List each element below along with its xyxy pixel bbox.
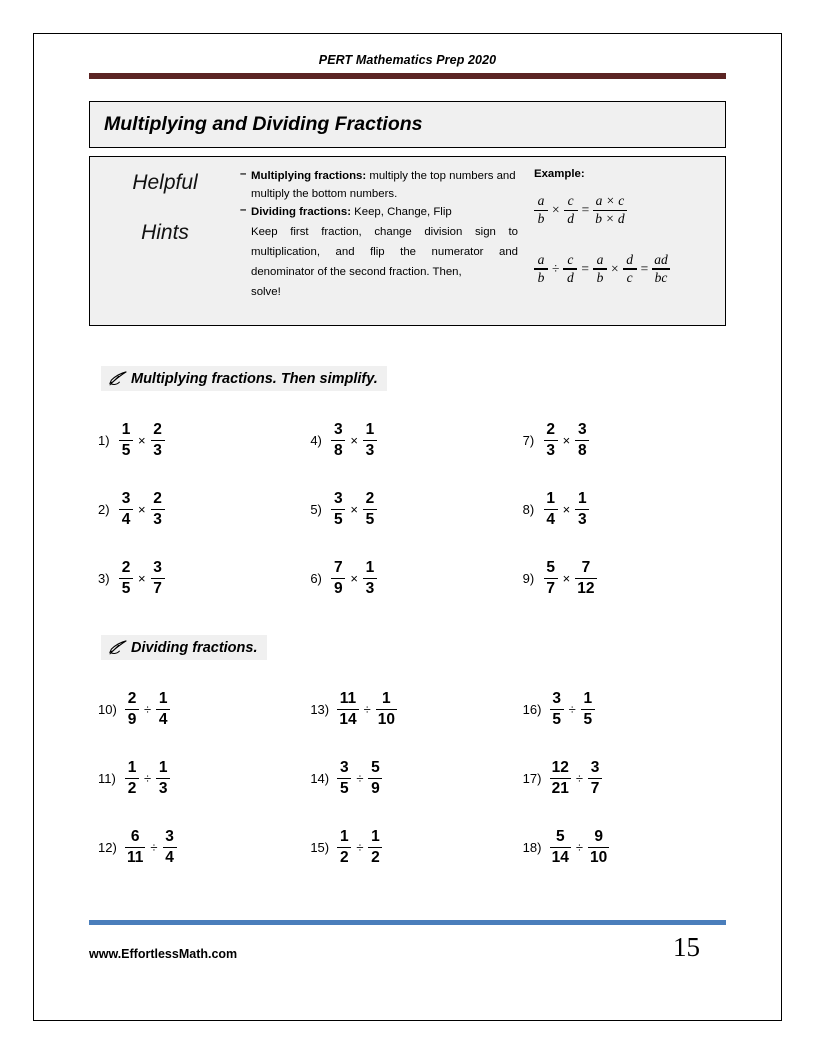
problem-item	[514, 475, 726, 544]
denominator: d	[567, 270, 574, 286]
fraction-second	[151, 491, 165, 528]
hint-paragraph: Keep first fraction, change division sign to multiplication, and flip the numerator and denominator of the second fraction. Then,	[251, 226, 518, 278]
fraction-first	[119, 422, 133, 459]
denominator: 3	[153, 441, 162, 459]
numerator: 2	[121, 558, 131, 576]
hint-dash-2: –	[240, 204, 247, 217]
numerator: 2	[365, 489, 375, 507]
numerator: 3	[121, 489, 131, 507]
numerator: a	[537, 193, 545, 208]
numerator: 11	[339, 689, 357, 707]
worksheet-page	[33, 33, 782, 1021]
operator: ×	[350, 433, 358, 448]
operator-times: ×	[611, 260, 619, 276]
numerator: 1	[382, 689, 391, 707]
problem-expression	[337, 829, 382, 866]
denominator: d	[567, 211, 574, 227]
page-title: Multiplying and Dividing Fractions	[104, 113, 423, 135]
denominator: 9	[371, 779, 380, 797]
fraction-first	[550, 760, 571, 797]
denominator: b	[596, 270, 604, 286]
fraction-first	[119, 560, 133, 597]
problem-expression	[331, 491, 377, 528]
problem-expression	[125, 760, 170, 797]
operator: ÷	[575, 771, 584, 786]
operator: ×	[562, 502, 571, 517]
denominator: 8	[334, 441, 343, 459]
numerator: 6	[130, 827, 140, 845]
numerator: 3	[165, 827, 174, 845]
fraction-second	[368, 760, 382, 797]
fraction-c-over-d	[563, 253, 577, 286]
fraction-first	[337, 829, 351, 866]
fraction-second	[368, 829, 382, 866]
problem-expression	[119, 491, 165, 528]
numerator: 1	[583, 689, 593, 707]
fraction-second	[575, 560, 596, 597]
fraction-first	[550, 829, 571, 866]
denominator: 3	[546, 441, 555, 459]
numerator: 5	[555, 827, 565, 845]
operator-equals-1: =	[581, 260, 590, 276]
operator-equals: =	[581, 202, 590, 218]
denominator: 4	[165, 848, 174, 866]
hint-bold-1: Multiplying fractions:	[251, 170, 367, 182]
numerator: 2	[546, 420, 555, 438]
denominator: 7	[590, 779, 600, 797]
hints-label-line2: Hints	[141, 221, 189, 244]
problem-item	[514, 813, 726, 882]
quill-icon	[108, 639, 128, 656]
numerator: 3	[334, 489, 343, 507]
numerator: 1	[127, 758, 137, 776]
problem-expression	[125, 829, 177, 866]
fraction-first	[337, 691, 358, 728]
numerator: 12	[551, 758, 569, 776]
numerator: 1	[158, 758, 168, 776]
numerator: 2	[153, 420, 162, 438]
fraction-first	[125, 829, 145, 866]
numerator: 3	[577, 420, 587, 438]
section-title: Multiplying fractions. Then simplify.	[131, 370, 378, 387]
example-formula-division	[534, 253, 670, 286]
denominator: 21	[551, 779, 569, 797]
denominator: 12	[577, 579, 595, 597]
numerator: d	[626, 251, 634, 267]
numerator: 7	[581, 558, 591, 576]
problem-number: 9)	[522, 571, 535, 586]
numerator: 3	[340, 758, 349, 776]
fraction-first	[337, 760, 351, 797]
fraction-second	[156, 760, 170, 797]
problem-item	[301, 813, 513, 882]
footer-website-url[interactable]: www.EffortlessMath.com	[89, 947, 238, 961]
problem-expression	[119, 560, 165, 597]
fraction-first	[125, 691, 139, 728]
numerator: 7	[334, 558, 343, 576]
numerator: 3	[590, 758, 600, 776]
fraction-second	[363, 491, 377, 528]
problem-item	[514, 544, 726, 613]
section-title: Dividing fractions.	[131, 639, 258, 656]
problem-number: 4)	[310, 433, 322, 448]
fraction-first	[331, 422, 345, 459]
problem-number: 14)	[310, 771, 330, 786]
numerator: c	[567, 193, 574, 208]
problem-expression	[337, 691, 397, 728]
numerator: 1	[365, 420, 375, 438]
denominator: 14	[551, 848, 569, 866]
fraction-second	[588, 829, 609, 866]
numerator: 3	[334, 420, 343, 438]
problem-expression	[550, 829, 610, 866]
problem-expression	[331, 560, 377, 597]
problem-number: 12)	[98, 840, 117, 855]
hint-bullet-dividing	[240, 204, 520, 222]
operator: ×	[350, 502, 358, 517]
fraction-second	[163, 829, 177, 866]
denominator: c	[626, 270, 633, 286]
denominator: 5	[121, 579, 131, 597]
helpful-hints-box	[89, 156, 726, 326]
fraction-first	[550, 691, 564, 728]
fraction-second	[376, 691, 397, 728]
fraction-second	[588, 760, 602, 797]
denominator: 3	[365, 441, 375, 459]
fraction-second	[581, 691, 595, 728]
numerator: 1	[121, 420, 131, 438]
denominator: 2	[371, 848, 380, 866]
fraction-second	[151, 560, 165, 597]
problem-grid-dividing	[89, 675, 726, 882]
problem-item	[89, 544, 301, 613]
fraction-first	[544, 422, 558, 459]
fraction-first	[119, 491, 133, 528]
fraction-a-over-b	[534, 253, 548, 286]
fraction-second	[575, 491, 589, 528]
hint-dash-1: –	[240, 168, 247, 180]
denominator: 4	[546, 510, 555, 528]
numerator: 5	[546, 558, 555, 576]
numerator: 5	[371, 758, 380, 776]
problem-number: 8)	[522, 502, 535, 517]
problem-number: 13)	[310, 702, 330, 717]
header-rule	[89, 73, 726, 79]
operator: ×	[138, 502, 146, 517]
problem-number: 15)	[310, 840, 330, 855]
problem-expression	[125, 691, 170, 728]
fraction-a-over-b	[534, 194, 548, 227]
problem-item	[301, 744, 513, 813]
hints-example	[520, 165, 725, 325]
denominator: 2	[127, 779, 137, 797]
problem-expression	[544, 560, 597, 597]
hint-rest-2: Keep, Change, Flip	[351, 206, 452, 219]
denominator: 5	[340, 779, 349, 797]
fraction-second	[575, 422, 589, 459]
problem-item	[89, 744, 301, 813]
problem-number: 18)	[522, 840, 542, 855]
denominator: 4	[158, 710, 168, 728]
denominator: 5	[365, 510, 375, 528]
denominator: 10	[377, 710, 395, 728]
hint-rest-1: multiply the top numbers and multiply the bottom numbers.	[251, 170, 516, 200]
numerator: a	[537, 251, 545, 267]
example-formula-multiplication	[534, 194, 627, 227]
helpful-hints-label	[90, 165, 240, 325]
denominator: 3	[158, 779, 168, 797]
fraction-first	[544, 560, 558, 597]
example-label: Example:	[534, 168, 585, 180]
denominator: 3	[577, 510, 587, 528]
problem-number: 6)	[310, 571, 322, 586]
fraction-ad-over-bc	[652, 253, 670, 286]
operator: ÷	[144, 702, 152, 717]
problem-item	[514, 744, 726, 813]
operator: ÷	[363, 702, 371, 717]
denominator: b	[537, 270, 545, 286]
operator-divide: ÷	[552, 260, 560, 276]
denominator: 10	[590, 848, 608, 866]
denominator: 11	[127, 848, 144, 866]
problem-item	[89, 406, 301, 475]
operator: ×	[138, 571, 146, 586]
problem-expression	[119, 422, 165, 459]
denominator: 9	[334, 579, 343, 597]
running-header: PERT Mathematics Prep 2020	[318, 53, 497, 67]
problem-expression	[550, 691, 595, 728]
fraction-first	[125, 760, 139, 797]
problem-number: 5)	[310, 502, 322, 517]
operator-times: ×	[552, 202, 560, 218]
numerator: 1	[340, 827, 349, 845]
fraction-c-over-d	[564, 194, 578, 227]
section-header-inner	[101, 635, 267, 660]
denominator: 7	[546, 579, 555, 597]
problem-item	[89, 675, 301, 744]
problem-item	[301, 406, 513, 475]
operator: ÷	[356, 771, 364, 786]
problem-number: 1)	[98, 433, 110, 448]
problem-number: 10)	[98, 702, 117, 717]
denominator: 5	[334, 510, 343, 528]
denominator: 14	[339, 710, 357, 728]
hint-bullet-multiplying	[240, 168, 520, 203]
numerator: 9	[594, 827, 603, 845]
page-number: 15	[673, 932, 700, 962]
fraction-d-over-c	[623, 253, 637, 286]
problem-number: 7)	[522, 433, 535, 448]
numerator: 1	[371, 827, 380, 845]
numerator: 1	[158, 689, 168, 707]
denominator: 9	[127, 710, 137, 728]
operator: ×	[562, 433, 571, 448]
operator: ÷	[144, 771, 152, 786]
operator: ÷	[150, 840, 158, 855]
problem-expression	[544, 422, 590, 459]
problem-number: 17)	[522, 771, 542, 786]
denominator: b × d	[595, 211, 625, 227]
denominator: 2	[340, 848, 349, 866]
operator-equals-2: =	[640, 260, 649, 276]
numerator: 1	[546, 489, 555, 507]
problem-item	[89, 813, 301, 882]
numerator: 3	[153, 558, 162, 576]
fraction-second	[363, 422, 377, 459]
hint-paragraph-last: solve!	[251, 285, 281, 298]
fraction-first	[331, 560, 345, 597]
numerator: 1	[365, 558, 375, 576]
problem-number: 2)	[98, 502, 110, 517]
problem-number: 11)	[98, 771, 116, 786]
denominator: bc	[654, 270, 668, 286]
lesson-title-box	[89, 101, 726, 148]
problem-item	[301, 475, 513, 544]
denominator: 3	[153, 510, 162, 528]
fraction-second	[363, 560, 377, 597]
denominator: 8	[577, 441, 587, 459]
hint-text-1	[251, 168, 520, 203]
denominator: 5	[552, 710, 561, 728]
problem-number: 16)	[522, 702, 542, 717]
denominator: 7	[153, 579, 162, 597]
problem-expression	[337, 760, 382, 797]
numerator: a × c	[595, 193, 625, 208]
problem-expression	[544, 491, 590, 528]
quill-icon	[108, 370, 128, 387]
denominator: 4	[121, 510, 131, 528]
problem-item	[301, 544, 513, 613]
problem-grid-multiplying	[89, 406, 726, 613]
problem-item	[301, 675, 513, 744]
hints-body	[240, 165, 520, 325]
denominator: 5	[583, 710, 593, 728]
hint-bold-2: Dividing fractions:	[251, 206, 351, 219]
hints-label-line1: Helpful	[132, 171, 198, 194]
operator: ÷	[568, 702, 576, 717]
numerator: a	[596, 251, 604, 267]
hint-text-2	[251, 204, 452, 222]
numerator: 2	[127, 689, 137, 707]
fraction-a-over-b-2	[593, 253, 607, 286]
fraction-second	[151, 422, 165, 459]
numerator: 3	[552, 689, 561, 707]
fraction-first	[544, 491, 558, 528]
problem-number: 3)	[98, 571, 110, 586]
denominator: 5	[121, 441, 131, 459]
denominator: b	[537, 211, 545, 227]
numerator: 2	[153, 489, 162, 507]
numerator: ad	[654, 251, 668, 267]
fraction-result	[593, 194, 626, 227]
numerator: 1	[577, 489, 587, 507]
fraction-second	[156, 691, 170, 728]
denominator: 3	[365, 579, 375, 597]
problem-item	[514, 406, 726, 475]
section-header-inner	[101, 366, 387, 391]
problem-item	[89, 475, 301, 544]
section-header-multiplying	[89, 366, 726, 392]
operator: ×	[562, 571, 571, 586]
page-footer	[89, 925, 726, 961]
section-header-dividing	[89, 635, 726, 661]
problem-expression	[550, 760, 602, 797]
operator: ÷	[575, 840, 584, 855]
operator: ×	[138, 433, 146, 448]
problem-expression	[331, 422, 377, 459]
operator: ÷	[356, 840, 364, 855]
problem-item	[514, 675, 726, 744]
operator: ×	[350, 571, 358, 586]
numerator: c	[567, 251, 574, 267]
fraction-first	[331, 491, 345, 528]
